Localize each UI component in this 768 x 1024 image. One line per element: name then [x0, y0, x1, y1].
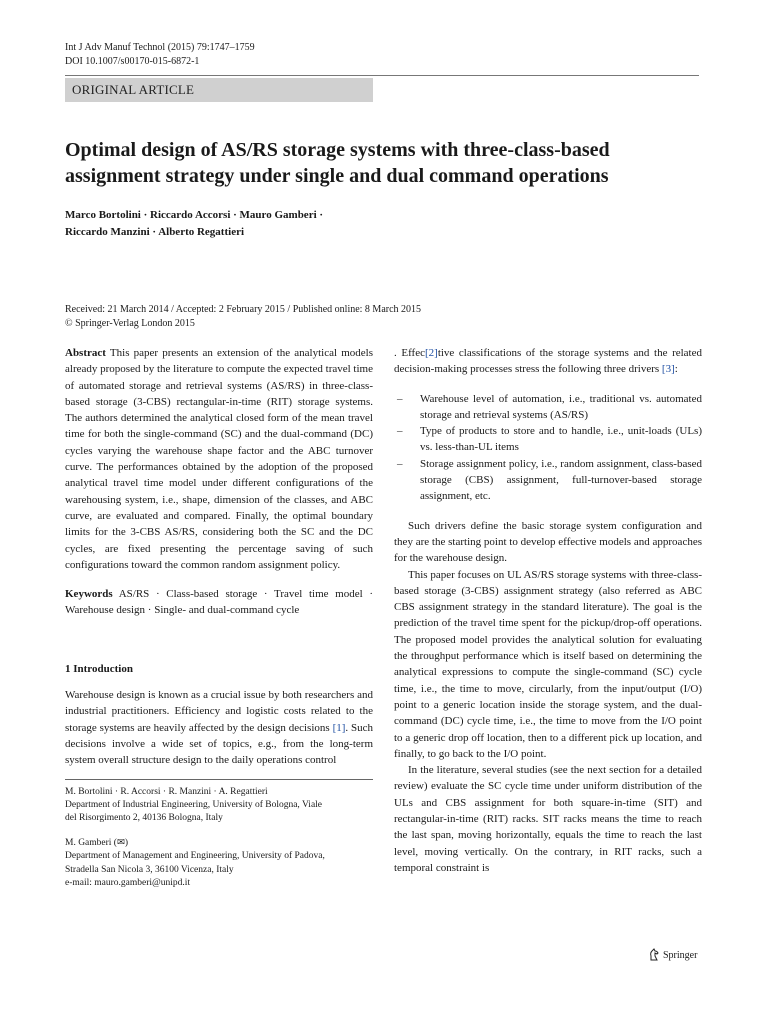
intro-paragraph-3: This paper focuses on UL AS/RS storage systems with three-class-based storage (3-CBS) assignment strategy (also referred as ABC CBS assignment strategy in the standard literature). The goal is the prediction of the travel time spent for the pickup/drop-off operations. The proposed model provides the analytical solution for evaluating the throughput performance which is itself based on determining the analytical expressions to compute the single-command (SC) cycle time, i.e., the time to move, circularly, from the input/output (I/O) point to a generic location inside the storage system, and the dual-command (DC) cycle time, i.e., the time to move from the I/O point to a generic drop off location, then to a different pick up location, and finally, to go back to the I/O point. [394, 568, 702, 760]
citation-link-3[interactable]: [3] [661, 363, 675, 376]
doi[interactable]: DOI 10.1007/s00170-015-6872-1 [65, 56, 200, 67]
paper-title [65, 137, 705, 189]
affiliation-1-names: M. Bortolini · R. Accorsi · R. Manzini · A. Regattieri [65, 786, 268, 797]
citation-link-1[interactable]: [1] [332, 721, 346, 734]
intro-text-a: Warehouse design is known as a crucial issue by both researchers and industrial practitioners. Efficiency and logistic costs related to the storage systems are heavily affected by the design decisions [65, 689, 373, 734]
left-column [65, 345, 373, 890]
affiliation-2-dept: Department of Management and Engineering, University of Padova, [65, 851, 325, 862]
affiliation-2 [65, 837, 373, 891]
abstract [65, 345, 373, 573]
publisher-name: Springer [663, 950, 698, 961]
intro-paragraph-4: In the literature, several studies (see the next section for a detailed review) evaluate the SC cycle time under uniform distribution of the ULs and CBS assignment for both square-in-time (SIT) and rectangular-in-time (RIT) racks. SIT racks means the time to reach the last span, moving horizontally, equals the time to reach the last level, moving vertically. On the contrary, in RIT racks, such a temporal constraint is [394, 764, 702, 874]
publisher-footer [648, 948, 697, 963]
list-item: – Storage assignment policy, i.e., random assignment, class-based storage (CBS) assignment, full-turnover-based storage assignment, etc. [394, 456, 702, 505]
affiliation-1-address: del Risorgimento 2, 40136 Bologna, Italy [65, 813, 223, 824]
citation-link-2[interactable]: [2] [424, 347, 438, 359]
history-dates: Received: 21 March 2014 / Accepted: 2 February 2015 / Published online: 8 March 2015 [65, 304, 422, 315]
affiliation-2-address: Stradella San Nicola 3, 36100 Vicenza, Italy [65, 864, 234, 875]
journal-citation: Int J Adv Manuf Technol (2015) 79:1747–1759 [65, 42, 255, 53]
affiliation-1 [65, 786, 373, 826]
list-item: – Warehouse level of automation, i.e., traditional vs. automated storage and retrieval systems (AS/RS) [394, 391, 702, 424]
authors-line-1: Marco Bortolini · Riccardo Accorsi · Mauro Gamberi · [65, 209, 324, 221]
abstract-label: Abstract [65, 347, 106, 359]
keywords-label: Keywords [65, 588, 113, 601]
right-column [394, 345, 702, 876]
section-heading-introduction: 1 Introduction [65, 662, 133, 675]
affiliation-rule [65, 779, 373, 780]
intro-paragraph-2: Such drivers define the basic storage system configuration and they are the starting point to develop effective models and approaches for the warehouse design. [394, 519, 702, 565]
drivers-list [394, 391, 702, 505]
intro-text-d: : [674, 363, 678, 376]
corresponding-email[interactable]: e-mail: mauro.gamberi@unipd.it [65, 877, 191, 888]
springer-horse-icon [648, 948, 660, 961]
intro-text-c: . Effec [394, 347, 425, 359]
publication-history [65, 303, 421, 331]
article-type-badge: ORIGINAL ARTICLE [65, 78, 373, 102]
intro-paragraph-1 [65, 687, 373, 768]
intro-paragraph-1-continued [394, 345, 702, 378]
keywords-text: AS/RS · Class-based storage · Travel time model · Warehouse design · Single- and dual-command cycle [65, 588, 373, 617]
affiliation-2-name: M. Gamberi (✉) [65, 837, 129, 848]
keywords [65, 586, 373, 619]
authors-line-2: Riccardo Manzini · Alberto Regattieri [65, 226, 245, 238]
intro-text-c-rest: tive classifications of the storage systems and the related decision-making processes stress the following three drivers [394, 347, 702, 376]
abstract-text: This paper presents an extension of the analytical models already proposed by the literature to compute the expected travel time of automated storage and retrieval systems (AS/RS) in three-class-based storage (3-CBS) rectangular-in-time (RIT) storage systems. The authors determined the analytical closed form of the mean travel time for both the single-command (SC) and the dual-command (DC) cycles varying the warehouse shape factor and the ABC turnover curve. The performances obtained by the adoption of the proposed analytical travel time model under different configurations of the warehousing system, i.e., shape, dimension of the classes, and ABC curve, are evaluated and compared. Finally, the optimal boundary limits for the 3-CBS AS/RS, considering both the SC and the DC cycles, are fixed presenting the percentage saving of such configurations toward the common random assignment policy. [65, 347, 373, 571]
title-line-1: Optimal design of AS/RS storage systems with three-class-based [65, 139, 610, 161]
author-list [65, 207, 323, 241]
copyright-notice: © Springer-Verlag London 2015 [65, 318, 195, 329]
list-item: – Type of products to store and to handle, i.e., unit-loads (ULs) vs. less-than-UL items [394, 423, 702, 456]
affiliation-1-dept: Department of Industrial Engineering, University of Bologna, Viale [65, 799, 323, 810]
title-line-2: assignment strategy under single and dual command operations [65, 165, 609, 187]
header-rule [65, 75, 699, 76]
intro-text-b: . Such decisions involve a wide set of topics, e.g., from the long-term system overall structure design to the daily operations control [65, 721, 374, 767]
